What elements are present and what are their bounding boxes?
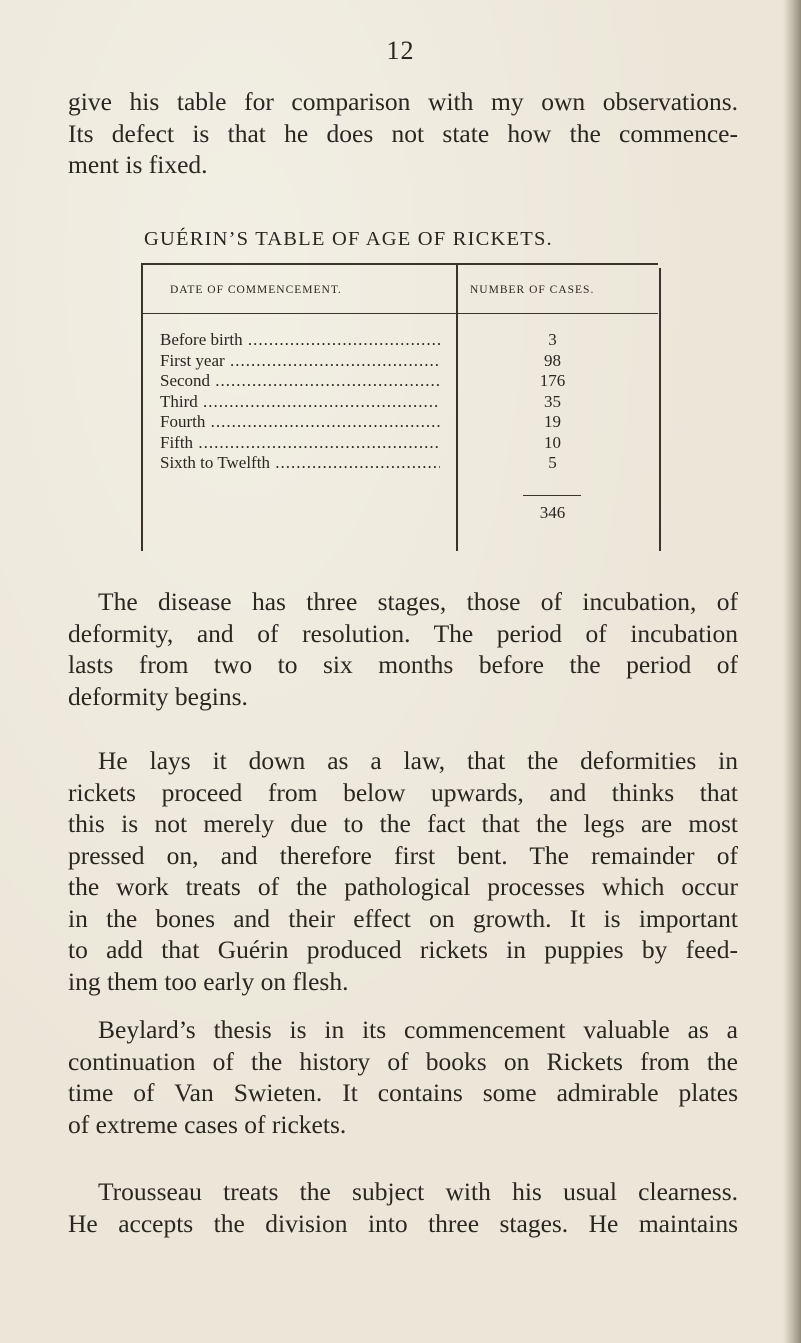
- table-title: GUÉRIN’S TABLE OF AGE OF RICKETS.: [144, 228, 553, 250]
- paragraph-2-line: The disease has three stages, those of incubation, of: [98, 587, 738, 616]
- row-value: 3: [548, 330, 557, 349]
- row-value: 98: [544, 350, 561, 370]
- paragraph-4-line: Beylard’s thesis is in its commencement valuable as a: [98, 1015, 738, 1044]
- row-value: 10: [544, 432, 561, 452]
- table-row: [160, 433, 605, 454]
- paragraph-2: [68, 586, 738, 712]
- row-label: Third .....: [160, 392, 440, 413]
- page-number: 12: [386, 36, 415, 65]
- paragraph-4: [68, 1014, 738, 1140]
- paragraph-3-line: the work treats of the pathological processes which occur: [68, 872, 738, 901]
- table-body: [160, 330, 605, 474]
- paragraph-5-line: He accepts the division into three stages. He maintains: [68, 1208, 738, 1238]
- paragraph-3-line: in the bones and their effect on growth. It is important: [68, 903, 738, 933]
- table-left-rule: [141, 263, 143, 551]
- paragraph-4-line: of extreme cases of rickets.: [68, 1109, 347, 1139]
- paragraph-2-line: lasts from two to six months before the period of: [68, 650, 738, 679]
- paragraph-3: [68, 745, 738, 997]
- row-label: First year .....: [160, 351, 440, 372]
- table-row: [160, 351, 605, 372]
- paragraph-3-line: ing them too early on flesh.: [68, 966, 349, 996]
- table-row: [160, 371, 605, 392]
- table-total: 346: [539, 503, 566, 522]
- paragraph-2-line: deformity, and of resolution. The period of incubation: [68, 618, 738, 648]
- row-label: Fifth .....: [160, 433, 440, 454]
- paragraph-3-line: to add that Guérin produced rickets in puppies by feed-: [68, 935, 738, 964]
- paragraph-1-line: give his table for comparison with my own observations.: [68, 87, 738, 116]
- row-label: Fourth .....: [160, 412, 440, 433]
- table-row: [160, 392, 605, 413]
- paragraph-3-line: pressed on, and therefore first bent. The remainder of: [68, 840, 738, 870]
- page-edge-shadow: [783, 0, 801, 1343]
- table-top-rule: [143, 263, 658, 265]
- table-row: [160, 453, 605, 474]
- column-header-date: DATE OF COMMENCEMENT.: [170, 284, 342, 296]
- table-right-rule: [659, 268, 661, 551]
- row-label: Sixth to Twelfth .....: [160, 453, 440, 474]
- row-value: 35: [544, 391, 561, 411]
- table-header-rule: [143, 313, 658, 314]
- paragraph-2-line: deformity begins.: [68, 681, 248, 711]
- paragraph-5-line: Trousseau treats the subject with his usual clearness.: [98, 1177, 738, 1206]
- row-label: Before birth .....: [160, 330, 440, 351]
- paragraph-1-line: Its defect is that he does not state how the commence-: [68, 118, 738, 148]
- paragraph-4-line: time of Van Swieten. It contains some admirable plates: [68, 1078, 738, 1107]
- row-value: 5: [548, 453, 557, 472]
- column-header-cases: NUMBER OF CASES.: [470, 284, 595, 296]
- paragraph-1: [68, 86, 738, 181]
- row-label: Second .....: [160, 371, 440, 392]
- paragraph-5: [68, 1176, 738, 1239]
- paragraph-4-line: continuation of the history of books on Rickets from the: [68, 1046, 738, 1076]
- row-value: 19: [544, 412, 561, 431]
- table-sum-rule: [523, 495, 581, 496]
- table-row: [160, 330, 605, 351]
- paragraph-3-line: this is not merely due to the fact that the legs are most: [68, 809, 738, 838]
- row-value: 176: [539, 371, 566, 390]
- paragraph-3-line: He lays it down as a law, that the deformities in: [98, 746, 738, 775]
- table-row: [160, 412, 605, 433]
- paragraph-3-line: rickets proceed from below upwards, and thinks that: [68, 777, 738, 807]
- paragraph-1-line: ment is fixed.: [68, 150, 208, 179]
